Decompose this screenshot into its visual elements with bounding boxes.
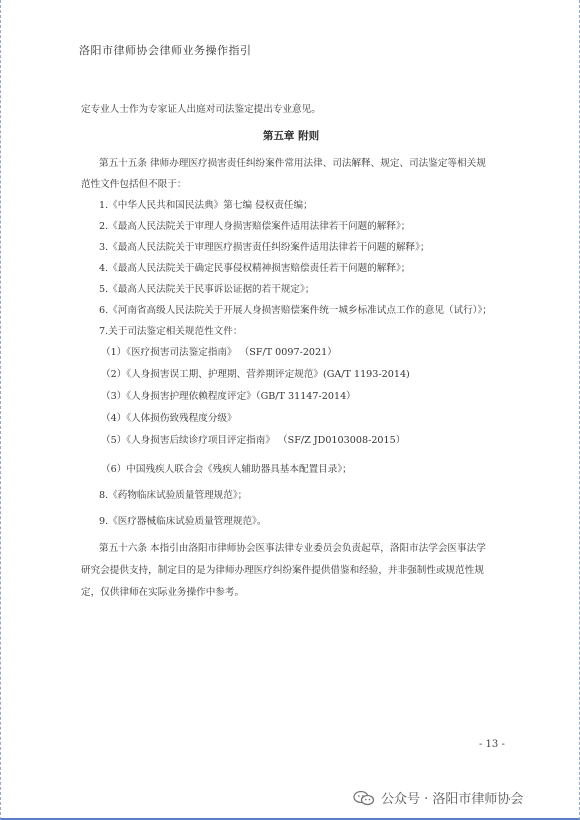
- sub-list-item: （5）《人身损害后续诊疗项目评定指南》 （SF/Z JD0103008-2015）: [101, 435, 406, 446]
- list-item: 8.《药物临床试验质量管理规范》；: [99, 490, 248, 501]
- list-item: 5.《最高人民法院关于民事诉讼证据的若干规定》；: [99, 284, 315, 295]
- article-55-line-2: 范性文件包括但不限于：: [81, 179, 187, 190]
- intro-line: 定专业人士作为专家证人出庭对司法鉴定提出专业意见。: [81, 104, 321, 115]
- article-56-line-2: 研究会提供支持，制定目的是为律师办理医疗纠纷案件提供借鉴和经验，并非强制性或规范性规: [81, 565, 484, 576]
- article-56-line-3: 定，仅供律师在实际业务操作中参考。: [81, 587, 245, 598]
- wechat-icon: [353, 790, 375, 806]
- list-item: 4.《最高人民法院关于确定民事侵权精神损害赔偿责任若干问题的解释》；: [99, 263, 411, 274]
- sub-list-item: （6）中国残疾人联合会《残疾人辅助器具基本配置目录》；: [101, 464, 352, 475]
- list-item: 3.《最高人民法院关于审理医疗损害责任纠纷案件适用法律若干问题的解释》；: [99, 242, 430, 253]
- list-item: 1.《中华人民共和国民法典》第七编 侵权责任编；: [99, 200, 313, 211]
- list-item: 9.《医疗器械临床试验质量管理规范》。: [99, 516, 267, 527]
- wechat-watermark: [353, 788, 523, 807]
- list-item: 6.《河南省高级人民法院关于开展人身损害赔偿案件统一城乡标准试点工作的意见（试行）》；: [99, 305, 492, 316]
- sub-list-item: （3）《人身损害护理依赖程度评定》（GB/T 31147-2014）: [101, 391, 356, 402]
- list-item: 2.《最高人民法院关于审理人身损害赔偿案件适用法律若干问题的解释》；: [99, 221, 411, 232]
- watermark-text: 公众号 · 洛阳市律师协会: [381, 792, 524, 807]
- sub-list-item: （2）《人身损害误工期、护理期、营养期评定规范》(GA/T 1193-2014): [101, 369, 410, 380]
- sub-list-item: （4）《人体损伤致残程度分级》: [101, 413, 237, 424]
- article-55-line-1: 第五十五条 律师办理医疗损害责任纠纷案件常用法律、司法解释、规定、司法鉴定等相关规: [99, 158, 486, 169]
- sub-list-item: （1）《医疗损害司法鉴定指南》 （SF/T 0097-2021）: [101, 347, 337, 358]
- page-number: - 13 -: [479, 739, 505, 750]
- list-item: 7.关于司法鉴定相关规范性文件：: [99, 326, 243, 337]
- running-header: 洛阳市律师协会律师业务操作指引: [79, 44, 252, 57]
- chapter-title: 第五章 附则: [262, 130, 320, 142]
- article-56-line-1: 第五十六条 本指引由洛阳市律师协会医事法律专业委员会负责起草，洛阳市法学会医事法学: [99, 543, 486, 554]
